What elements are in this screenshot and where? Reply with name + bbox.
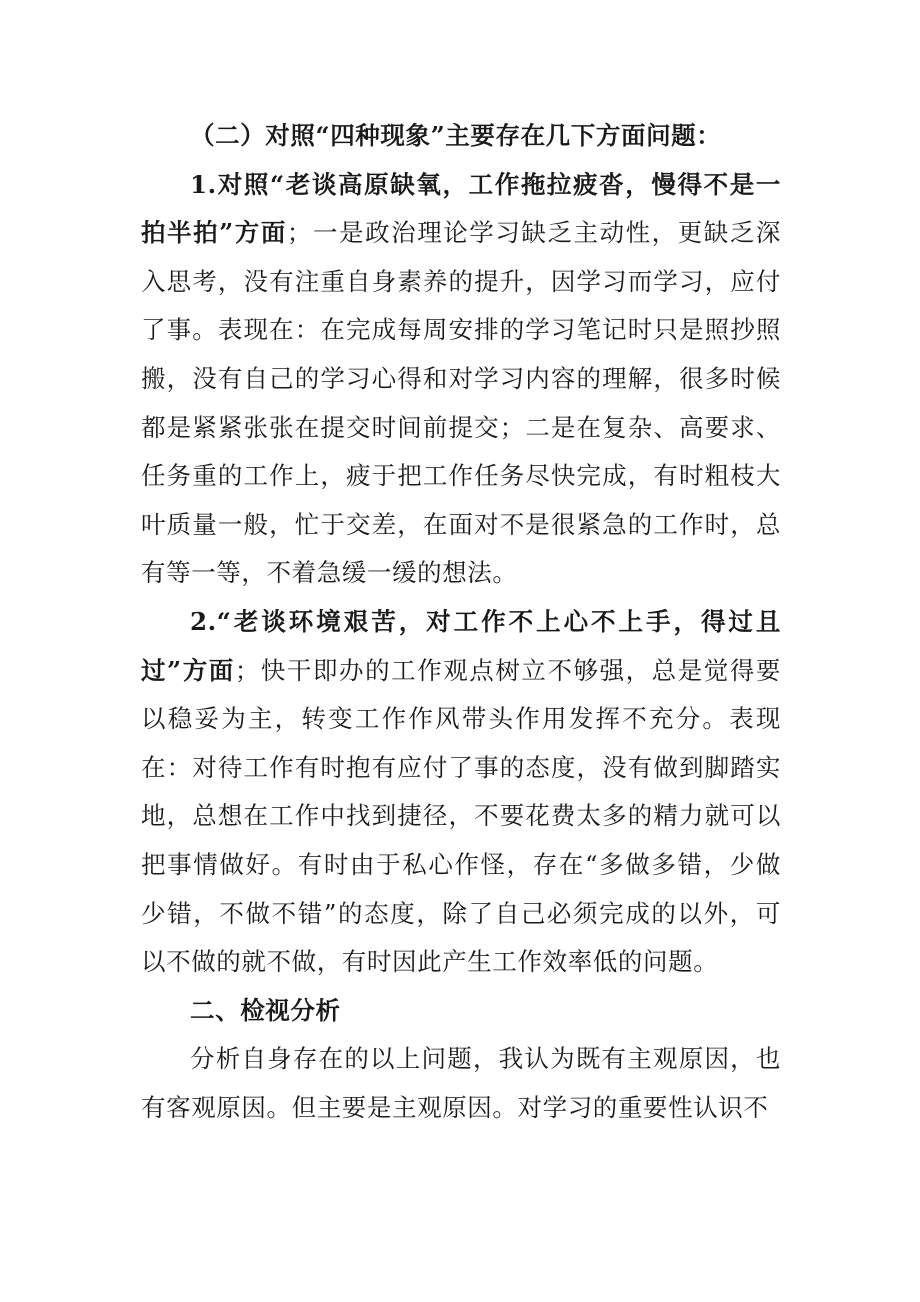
paragraph-text: ；快干即办的工作观点树立不够强，总是觉得要以稳妥为主，转变工作作风带头作用发挥不充分。表现在：对待工作有时抱有应付了事的态度，没有做到脚踏实地，总想在工作中找到捷径，不要花费太多的精力就可以把事情做好。有时由于私心作怪，存在“多做多错，少做少错，不做不错”的态度，除了自己必须完成的以外，可以不做的就不做，有时因此产生工作效率低的问题。 xyxy=(141,655,781,977)
section-heading-analysis xyxy=(141,987,781,1036)
paragraph-bold-lead: （二）对照“四种现象”主要存在几下方面问题： xyxy=(190,121,722,150)
paragraph-bold-lead: 二、检视分析 xyxy=(190,995,341,1025)
paragraph-text: ；一是政治理论学习缺乏主动性，更缺乏深入思考，没有注重自身素养的提升，因学习而学习，应付了事。表现在：在完成每周安排的学习笔记时只是照抄照搬，没有自己的学习心得和对学习内容的理解，很多时候都是紧紧张张在提交时间前提交；二是在复杂、高要求、任务重的工作上，疲于把工作任务尽快完成，有时粗枝大叶质量一般，忙于交差，在面对不是很紧急的工作时，总有等一等，不着急缓一缓的想法。 xyxy=(141,218,781,588)
paragraph-bold-lead: 1.对照“老谈高原缺氧，工作拖拉疲沓，慢得不是一拍半拍”方面 xyxy=(141,169,781,248)
paragraph-analysis-text xyxy=(141,1035,781,1132)
paragraph-item-2 xyxy=(141,598,781,987)
section-heading-four-phenomena xyxy=(141,112,781,161)
paragraph-text: 分析自身存在的以上问题，我认为既有主观原因，也有客观原因。但主要是主观原因。对学习的重要性认识不 xyxy=(141,1044,781,1122)
document-body xyxy=(141,112,781,1132)
paragraph-bold-lead: 2.“老谈环境艰苦，对工作不上心不上手，得过且过”方面 xyxy=(141,606,781,685)
paragraph-item-1 xyxy=(141,161,781,598)
